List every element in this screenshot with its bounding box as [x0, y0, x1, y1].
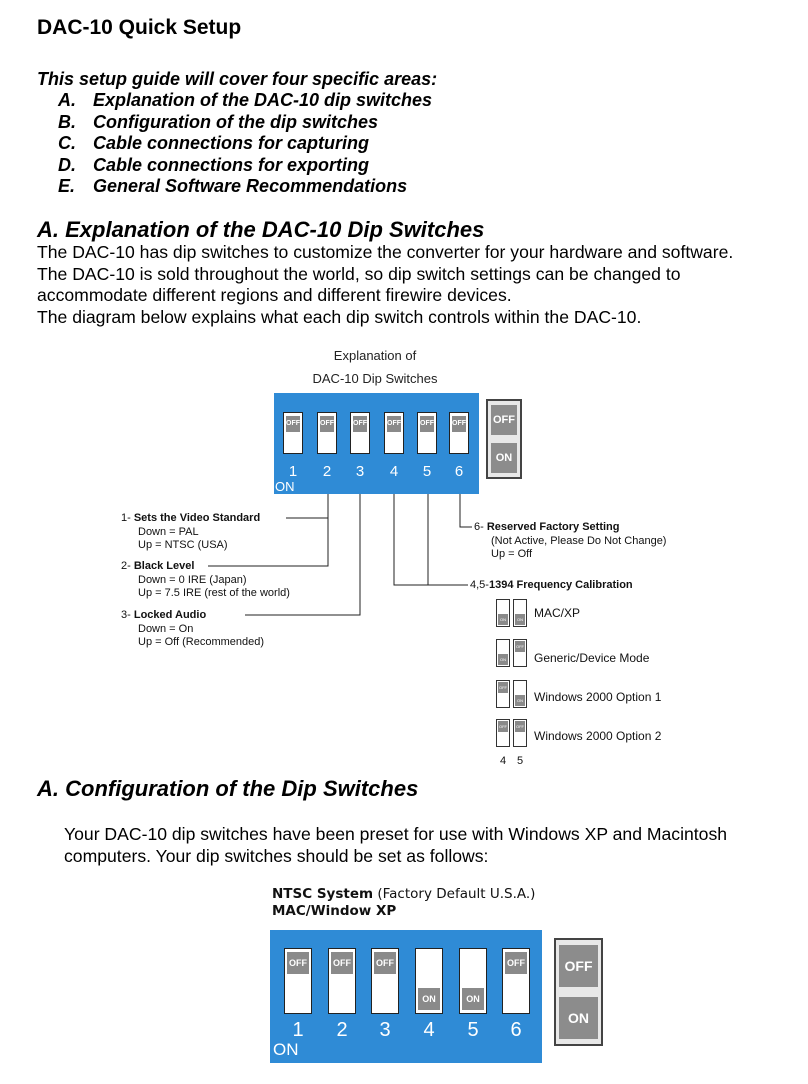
switch-number: 1: [288, 463, 298, 480]
toc-item: C. Cable connections for capturing: [58, 133, 370, 153]
toc-item: A. Explanation of the DAC-10 dip switches: [58, 90, 433, 110]
legend-on: ON: [559, 997, 598, 1039]
diagram2-title: NTSC System (Factory Default U.S.A.): [272, 886, 536, 902]
switch-number: 2: [336, 1019, 348, 1041]
desc-switch-3: 3- Locked Audio Down = On Up = Off (Recommended): [121, 609, 265, 648]
mini-switch: ON: [496, 599, 510, 627]
legend-off: OFF: [491, 405, 517, 435]
frequency-switch-pairs: ON ON ON OFF OFF ON OFF OFF 4 5: [496, 599, 536, 769]
switch-number: 3: [355, 463, 365, 480]
toc-item: B. Configuration of the dip switches: [58, 111, 378, 132]
diagram1-title: Explanation of DAC-10 Dip Switches: [312, 348, 438, 386]
mini-switch: OFF: [496, 680, 510, 708]
desc-switch-1: 1- Sets the Video Standard Down = PAL Up = NTSC (USA): [121, 512, 261, 551]
section-a-heading: A. Explanation of the DAC-10 Dip Switches: [37, 217, 485, 242]
dip-switch: OFF: [328, 948, 356, 1014]
dip-switch: OFF: [284, 948, 312, 1014]
switch-number: 2: [322, 463, 332, 480]
freq-option-label: MAC/XP: [534, 606, 581, 620]
desc-switch-2: 2- Black Level Down = 0 IRE (Japan) Up = 7.5 IRE (rest of the world): [121, 560, 290, 599]
dip-switch: ON: [459, 948, 487, 1014]
desc-switch-4-5: 4,5-1394 Frequency Calibration: [470, 579, 633, 591]
freq-option-label: Generic/Device Mode: [534, 651, 650, 665]
dip-switch-panel-config: [270, 930, 542, 1063]
legend-on: ON: [491, 443, 517, 473]
dip-switch: OFF: [417, 412, 437, 454]
switch-number: 6: [454, 463, 464, 480]
dip-switch: OFF: [317, 412, 337, 454]
switch-number: 3: [379, 1019, 391, 1041]
dip-switch: OFF: [384, 412, 404, 454]
toc-item: D. Cable connections for exporting: [58, 154, 370, 175]
on-label: ON: [273, 1040, 299, 1059]
mini-switch: ON: [513, 680, 527, 708]
freq-option-label: Windows 2000 Option 1: [534, 690, 662, 704]
switch-number: 4: [423, 1019, 435, 1041]
mini-switch: ON: [513, 599, 527, 627]
legend-off: OFF: [559, 945, 598, 987]
connector-line-4: [394, 494, 468, 585]
switch-number: 1: [292, 1019, 304, 1041]
switch-number: 5: [422, 463, 432, 480]
on-label: ON: [275, 479, 295, 494]
dip-switch: OFF: [283, 412, 303, 454]
section-a-paragraph: The DAC-10 has dip switches to customize the converter for your hardware and software. The DAC-10 is sold throughout the world, so dip switch settings can be changed to accommodate different regions and different firewire devices. The diagram below explains what each dip switch controls within the DAC-10.: [37, 242, 734, 327]
section-b-heading: A. Configuration of the Dip Switches: [37, 776, 419, 801]
mini-switch: OFF: [513, 719, 527, 747]
dip-switch: OFF: [371, 948, 399, 1014]
dip-switch: OFF: [449, 412, 469, 454]
dip-switch: OFF: [502, 948, 530, 1014]
connector-line-6: [460, 494, 472, 527]
switch-legend-config: [554, 938, 603, 1046]
mini-switch: OFF: [513, 639, 527, 667]
dip-switch: OFF: [350, 412, 370, 454]
page-title: DAC-10 Quick Setup: [37, 16, 242, 39]
intro-text: This setup guide will cover four specific areas:: [37, 69, 438, 89]
dip-switch: ON: [415, 948, 443, 1014]
switch-number: 4: [389, 463, 399, 480]
freq-option-label: Windows 2000 Option 2: [534, 729, 662, 743]
switch-number: 6: [510, 1019, 522, 1041]
connector-line-1: [286, 494, 328, 518]
toc-item: E. General Software Recommendations: [58, 176, 408, 196]
desc-switch-6: 6- Reserved Factory Setting (Not Active, Please Do Not Change) Up = Off: [474, 521, 667, 560]
mini-switch: ON: [496, 639, 510, 667]
switch-number: 5: [467, 1019, 479, 1041]
diagram2-subtitle: MAC/Window XP: [272, 903, 397, 919]
section-b-paragraph: Your DAC-10 dip switches have been preset for use with Windows XP and Macintosh computers. Your dip switches should be set as follows:: [64, 824, 728, 866]
mini-switch: OFF: [496, 719, 510, 747]
